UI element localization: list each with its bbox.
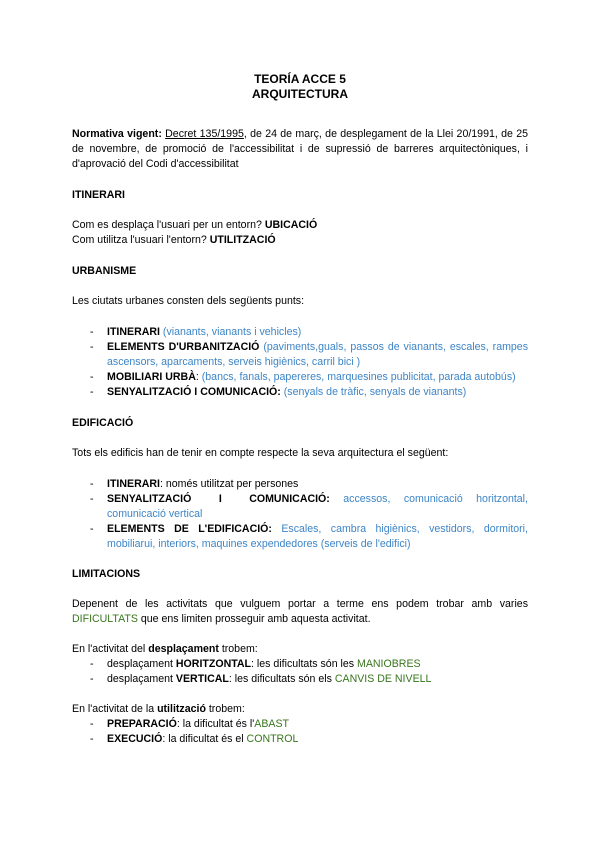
item-term: EXECUCIÓ (107, 733, 163, 745)
desplacament-term: desplaçament (148, 643, 219, 655)
item-sep: : (195, 371, 202, 383)
list-item (72, 325, 528, 340)
title-line-2: ARQUITECTURA (252, 87, 348, 101)
dash-marker: - (90, 341, 94, 353)
title-line-1: TEORÍA ACCE 5 (254, 72, 346, 86)
urbanisme-intro: Les ciutats urbanes consten dels següents punts: (72, 295, 305, 307)
list-item (72, 492, 528, 522)
question-text: Com utilitza l'usuari l'entorn? (72, 234, 210, 246)
document-title (72, 72, 528, 102)
item-term: ELEMENTS D'URBANITZACIÓ (107, 341, 260, 353)
item-highlight: ABAST (254, 718, 289, 730)
item-detail: (vianants, vianants i vehicles) (162, 326, 302, 338)
normativa-label: Normativa vigent: (72, 128, 162, 140)
intro-text: En l'activitat del (72, 643, 149, 655)
dash-marker: - (90, 658, 94, 670)
edificacio-intro: Tots els edificis han de tenir en compte respecte la seva arquitectura el següent: (72, 447, 449, 459)
item-mid: : les dificultats són les (251, 658, 358, 670)
para-text: Depenent de les activitats que vulguem portar a terme ens podem trobar amb varies (72, 598, 528, 610)
item-term: SENYALITZACIÓ I COMUNICACIÓ: (107, 386, 281, 398)
heading-limitacions: LIMITACIONS (72, 568, 141, 580)
item-detail: (bancs, fanals, papereres, marquesines publicitat, parada autobús) (201, 371, 516, 383)
urbanisme-list (72, 325, 528, 400)
intro-text: En l'activitat de la (72, 703, 158, 715)
dash-marker: - (90, 673, 94, 685)
dash-marker: - (90, 478, 94, 490)
dash-marker: - (90, 326, 94, 338)
intro-text: trobem: (205, 703, 245, 715)
edificacio-list (72, 477, 528, 552)
item-detail: accessos, comunicació horitzontal, comunicació vertical (107, 493, 528, 520)
document-page (72, 72, 528, 747)
dash-marker: - (90, 523, 94, 535)
desplacament-intro (72, 642, 528, 657)
item-highlight: MANIOBRES (357, 658, 421, 670)
item-detail: (senyals de tràfic, senyals de vianants) (283, 386, 467, 398)
dash-marker: - (90, 386, 94, 398)
list-item (72, 657, 528, 672)
list-item (72, 370, 528, 385)
item-mid: : la dificultat és l' (176, 718, 255, 730)
item-detail: (paviments,guals, passos de vianants, escales, rampes ascensors, aparcaments, serveis higiènics, carril bici ) (107, 341, 528, 368)
heading-itinerari: ITINERARI (72, 189, 125, 201)
utilitzacio-term: utilització (157, 703, 206, 715)
list-item (72, 385, 528, 400)
list-item (72, 672, 528, 687)
item-term: PREPARACIÓ (107, 718, 177, 730)
desplacament-list (72, 657, 528, 687)
heading-edificacio: EDIFICACIÓ (72, 417, 134, 429)
heading-urbanisme: URBANISME (72, 265, 137, 277)
normativa-paragraph (72, 127, 528, 172)
item-term: VERTICAL (175, 673, 229, 685)
item-detail: Escales, cambra higiènics, vestidors, dormitori, mobiliarui, interiors, maquines expendedores (serveis de l'edifici) (107, 523, 528, 550)
normativa-text: , de 24 de març, de desplegament de la Llei 20/1991, de 25 de novembre, de promoció de l'accessibilitat i de supressió de barreres arquitectòniques, i d'aprovació del Codi d'accessibilitat (72, 128, 528, 170)
item-sep (272, 523, 281, 535)
item-term: MOBILIARI URBÀ (107, 371, 196, 383)
dash-marker: - (90, 718, 94, 730)
question-text: Com es desplaça l'usuari per un entorn? (72, 219, 265, 231)
dash-marker: - (90, 493, 94, 505)
answer-utilitzacio: UTILITZACIÓ (209, 234, 276, 246)
item-sep: : (159, 478, 166, 490)
item-mid: : la dificultat és el (162, 733, 247, 745)
dificultats-term: DIFICULTATS (72, 613, 138, 625)
limitacions-paragraph (72, 597, 528, 627)
decret-link: Decret 135/1995 (165, 128, 244, 140)
utilitzacio-list (72, 717, 528, 747)
item-highlight: CANVIS DE NIVELL (334, 673, 432, 685)
item-term: ITINERARI (107, 478, 160, 490)
intro-text: trobem: (218, 643, 258, 655)
list-item (72, 477, 528, 492)
list-item (72, 522, 528, 552)
list-item (72, 732, 528, 747)
dash-marker: - (90, 733, 94, 745)
item-term: HORITZONTAL (175, 658, 252, 670)
item-sep (330, 493, 343, 505)
itinerari-q1 (72, 218, 528, 233)
list-item (72, 717, 528, 732)
item-pre: desplaçament (107, 658, 176, 670)
item-mid: : les dificultats són els (228, 673, 335, 685)
itinerari-q2 (72, 233, 528, 248)
item-pre: desplaçament (107, 673, 176, 685)
answer-ubicacio: UBICACIÓ (264, 219, 318, 231)
dash-marker: - (90, 371, 94, 383)
utilitzacio-intro (72, 702, 528, 717)
item-highlight: CONTROL (246, 733, 299, 745)
item-plain: només utilitzat per persones (165, 478, 299, 490)
item-term: ITINERARI (107, 326, 160, 338)
item-term: ELEMENTS DE L'EDIFICACIÓ: (107, 523, 272, 535)
item-term: SENYALITZACIÓ I COMUNICACIÓ: (107, 493, 330, 505)
list-item (72, 340, 528, 370)
para-text: que ens limiten prosseguir amb aquesta activitat. (137, 613, 371, 625)
